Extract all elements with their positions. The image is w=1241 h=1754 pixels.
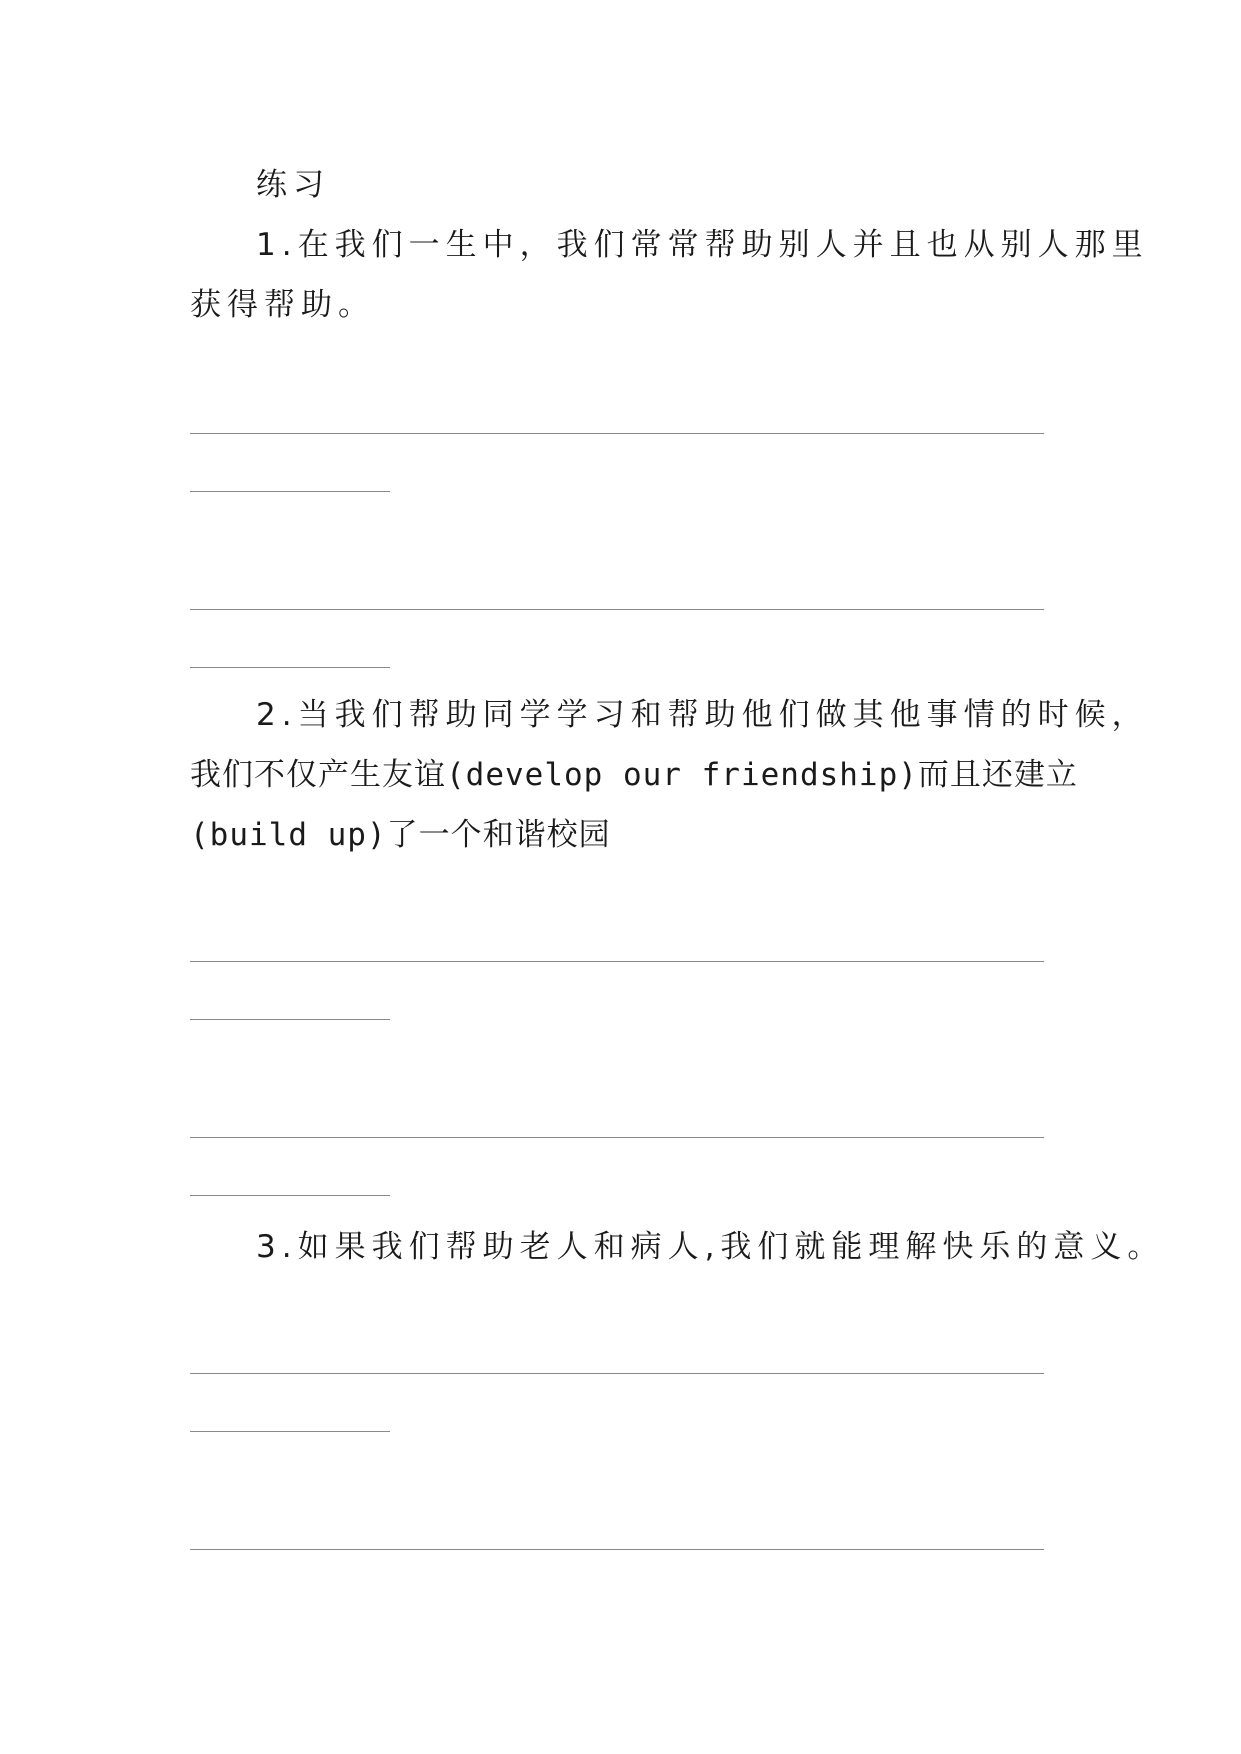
- answer-line: [190, 1195, 390, 1196]
- answer-line: [190, 1549, 1044, 1550]
- answer-line: [190, 1019, 390, 1020]
- question-1-line-2: 获得帮助。: [190, 287, 375, 323]
- question-2-line-2: 我们不仅产生友谊(develop our friendship)而且还建立: [190, 757, 1078, 793]
- answer-line: [190, 1137, 1044, 1138]
- question-3-line-1: 3.如果我们帮助老人和病人,我们就能理解快乐的意义。: [256, 1229, 1165, 1265]
- question-2-line-1: 2.当我们帮助同学学习和帮助他们做其他事情的时候，: [256, 697, 1149, 733]
- answer-line: [190, 1431, 390, 1432]
- exercise-heading: 练习: [256, 167, 330, 203]
- answer-line: [190, 491, 390, 492]
- question-2-line-3: (build up)了一个和谐校园: [190, 817, 611, 853]
- answer-line: [190, 433, 1044, 434]
- answer-line: [190, 609, 1044, 610]
- answer-line: [190, 1373, 1044, 1374]
- question-1-line-1: 1.在我们一生中，我们常常帮助别人并且也从别人那里: [256, 227, 1149, 263]
- answer-line: [190, 961, 1044, 962]
- answer-line: [190, 667, 390, 668]
